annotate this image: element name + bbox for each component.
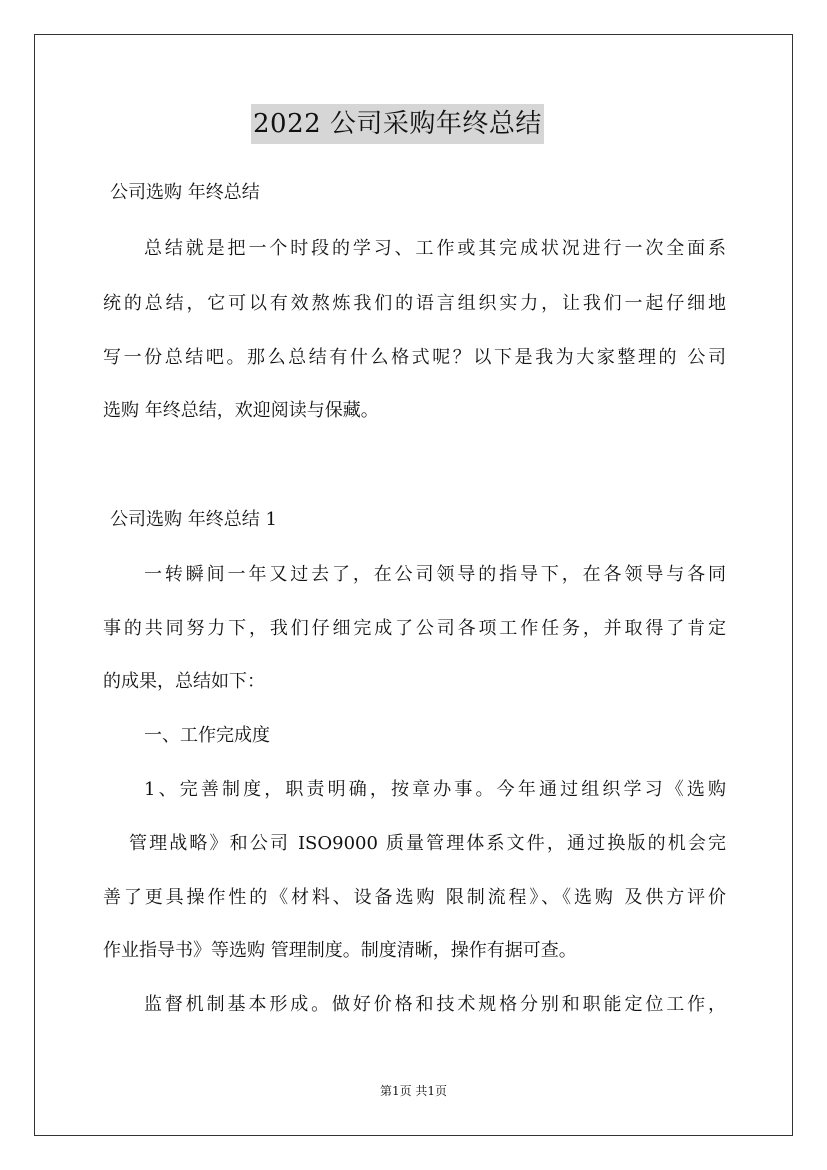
paragraph-line: 善了更具操作性的《材料、设备选购 限制流程》、《选购 及供方评价 [103, 887, 726, 908]
paragraph-line: 总结就是把一个时段的学习、工作或其完成状况进行一次全面系 [144, 238, 726, 259]
paragraph-line: 事的共同努力下，我们仔细完成了公司各项工作任务，并取得了肯定 [103, 618, 726, 639]
paragraph-line: 统的总结，它可以有效熬炼我们的语言组织实力，让我们一起仔细地 [103, 293, 726, 314]
subsection-heading: 一、工作完成度 [144, 725, 270, 746]
page-number: 第1页 共1页 [379, 1084, 448, 1098]
paragraph-line: 写一份总结吧。那么总结有什么格式呢？以下是我为大家整理的 公司 [103, 347, 726, 368]
paragraph-line: 管理战略》和公司 ISO9000 质量管理体系文件，通过换版的机会完 [129, 833, 726, 854]
section-heading-1: 公司选购 年终总结 1 [110, 509, 277, 530]
paragraph-line: 的成果，总结如下： [103, 671, 265, 692]
document-title: 2022 公司采购年终总结 [251, 104, 544, 144]
paragraph-line: 选购 年终总结，欢迎阅读与保藏。 [103, 400, 379, 421]
paragraph-line: 一转瞬间一年又过去了，在公司领导的指导下，在各领导与各同 [144, 564, 726, 585]
paragraph-line: 作业指导书》等选购 管理制度。制度清晰，操作有据可查。 [103, 940, 577, 961]
paragraph-line: 1、完善制度，职责明确，按章办事。今年通过组织学习《选购 [144, 779, 726, 800]
section-heading-intro: 公司选购 年终总结 [110, 182, 260, 203]
paragraph-line: 监督机制基本形成。做好价格和技术规格分别和职能定位工作， [144, 994, 726, 1015]
